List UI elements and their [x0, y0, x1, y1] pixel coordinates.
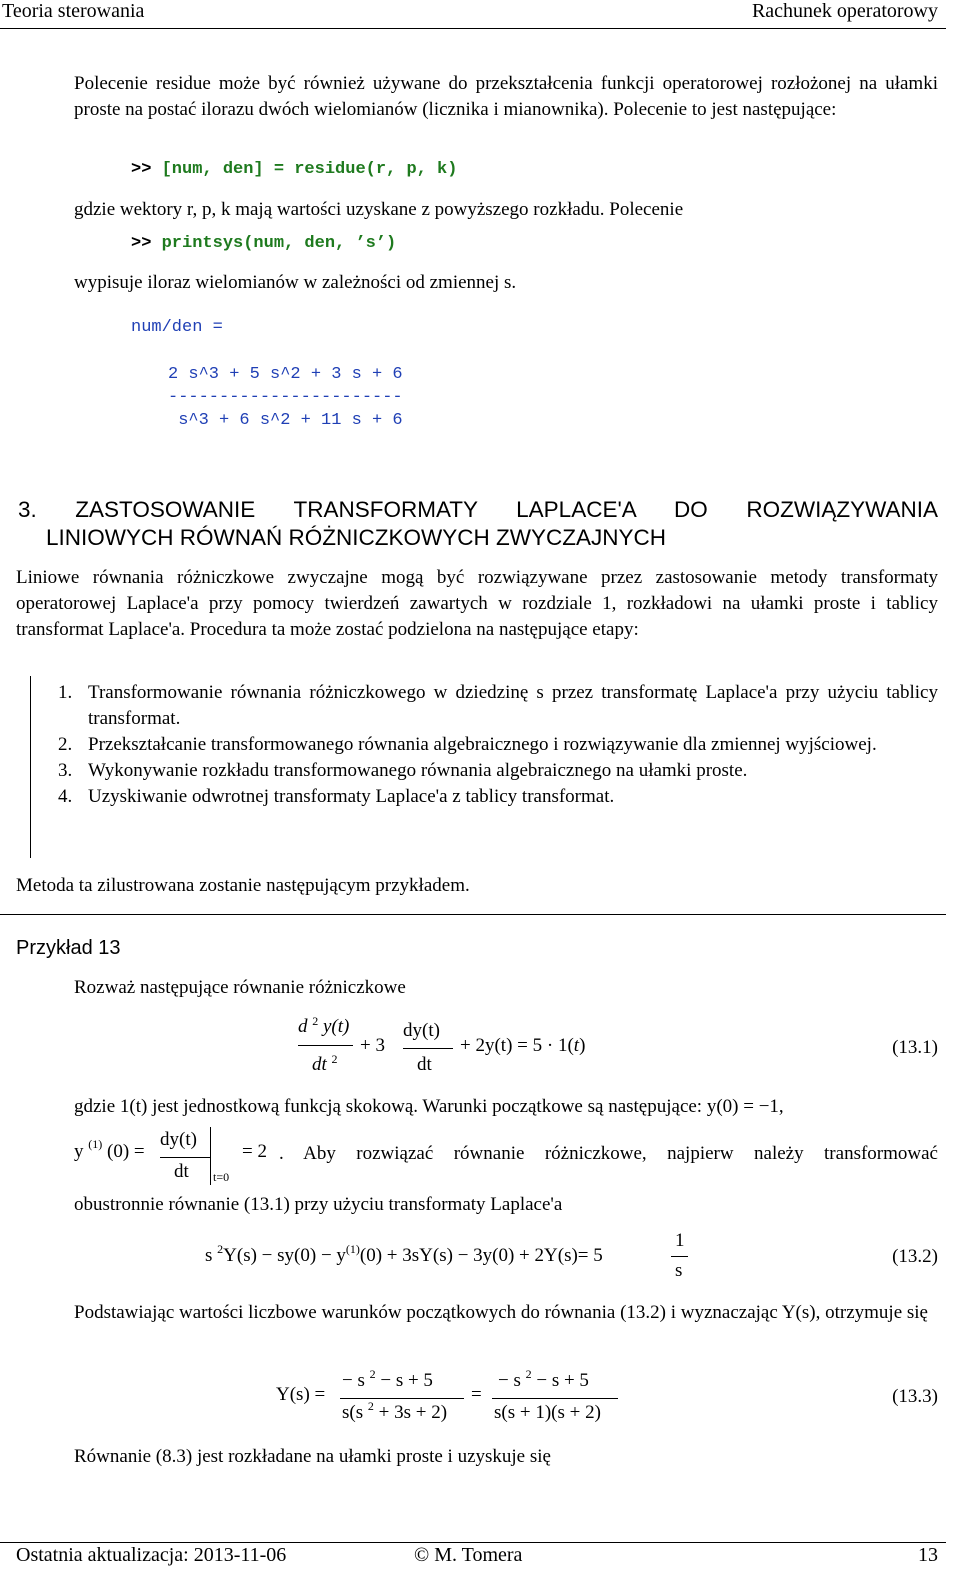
list-item-text: Uzyskiwanie odwrotnej transformaty Laplace'a z tablicy transformat.: [88, 786, 615, 807]
list-item: [58, 732, 938, 758]
example-intro: Rozważ następujące równanie różniczkowe: [74, 977, 406, 998]
header-right: Rachunek operatorowy: [751, 0, 938, 22]
command-prompt: >>: [131, 234, 152, 253]
output-denominator: s^3 + 6 s^2 + 11 s + 6: [168, 411, 403, 430]
example-title: Przykład 13: [16, 937, 121, 959]
example-text-5: Równanie (8.3) jest rozkładane na ułamki proste i uzyskuje się: [74, 1446, 551, 1467]
initial-condition-derivative: y $^{(1)}$ (0) = dy(t) dt t=0 = 2: [74, 1129, 267, 1184]
section-heading-line-1: 3. ZASTOSOWANIE TRANSFORMATY LAPLACE'A DO ROZWIĄZYWANIA: [18, 497, 938, 522]
header-rule: [0, 28, 946, 29]
list-item: [58, 758, 938, 784]
example-text-3: obustronnie równanie (13.1) przy użyciu transformaty Laplace'a: [74, 1194, 563, 1215]
steps-list: [58, 680, 938, 810]
intro-paragraph-3: wypisuje iloraz wielomianów w zależności od zmiennej s.: [74, 272, 517, 293]
equation-label: (13.1): [892, 1037, 938, 1058]
list-item-text: Wykonywanie rozkładu transformowanego równania algebraicznego na ułamki proste.: [88, 760, 748, 781]
output-label: num/den =: [131, 318, 223, 337]
command-prompt: >>: [131, 160, 152, 179]
list-item-text: Transformowanie równania różniczkowego w dziedzinę s przez transformatę Laplace'a przy użyciu tablicy transformat.: [88, 682, 938, 729]
section-rule: [0, 914, 946, 915]
section-heading-line-2: LINIOWYCH RÓWNAŃ RÓŻNICZKOWYCH ZWYCZAJNYCH: [46, 525, 666, 550]
footer-rule: [0, 1542, 946, 1543]
list-item-text: Przekształcanie transformowanego równania algebraicznego i rozwiązywanie dla zmiennej wyjściowej.: [88, 734, 877, 755]
header-left: Teoria sterowania: [2, 0, 145, 22]
footer-left: Ostatnia aktualizacja: 2013-11-06: [16, 1544, 287, 1566]
list-item-number: 4.: [58, 786, 73, 807]
command-printsys: [131, 234, 396, 253]
intro-paragraph-1: Polecenie residue może być również używane do przekształcenia funkcji operatorowej rozłożonej na ułamki proste na postać ilorazu dwóch wielomianów (licznika i mianownika). Polecenie to jest następujące:: [74, 73, 938, 120]
equation-label: (13.2): [892, 1246, 938, 1267]
equation-13-2: s $^2Y(s) - sy(0) - y^{(1)}(0) + 3sY(s) - 3y(0) + 2Y(s)= 5$ 1 s: [205, 1228, 705, 1288]
equation-13-3: Y(s) = − s $^2$ − s + 5 s(s $^2$ + 3s + 2) = − s $^2$ − s + 5 s(s + 1)(s + 2): [276, 1366, 636, 1432]
list-item-number: 2.: [58, 734, 73, 755]
list-item-number: 1.: [58, 682, 73, 703]
footer-page-number: 13: [918, 1544, 938, 1566]
output-divider: -----------------------: [168, 388, 403, 407]
list-item: [58, 784, 938, 810]
command-residue: [131, 160, 457, 179]
command-text: [num, den] = residue(r, p, k): [161, 160, 458, 179]
closing-sentence: Metoda ta zilustrowana zostanie następującym przykładem.: [16, 875, 470, 896]
command-text: printsys(num, den, ’s’): [161, 234, 397, 253]
example-text-2: . Aby rozwiązać równanie różniczkowe, najpierw należy transformować: [279, 1143, 938, 1164]
list-item-number: 3.: [58, 760, 73, 781]
equation-label: (13.3): [892, 1386, 938, 1407]
list-item: [58, 680, 938, 732]
footer-center: © M. Tomera: [414, 1544, 523, 1566]
example-text-1: gdzie 1(t) jest jednostkową funkcją skokową. Warunki początkowe są następujące: y(0) = −1,: [74, 1096, 784, 1117]
list-margin-bar: [30, 676, 31, 858]
intro-paragraph-2: gdzie wektory r, p, k mają wartości uzyskane z powyższego rozkładu. Polecenie: [74, 199, 684, 220]
output-numerator: 2 s^3 + 5 s^2 + 3 s + 6: [168, 365, 403, 384]
equation-13-1: d $^2$ y(t) dt $^2$ + 3 dy(t) dt + 2y(t) = 5 · 1(t): [298, 1014, 586, 1075]
section-paragraph: Liniowe równania różniczkowe zwyczajne mogą być rozwiązywane przez zastosowanie metody transformaty operatorowej Laplace'a przy pomocy twierdzeń zawartych w rozdziale 1, rozkładowi na ułamki proste i tablicy transformat Laplace'a. Procedura ta może zostać podzielona na następujące etapy:: [16, 567, 938, 640]
example-text-4: Podstawiając wartości liczbowe warunków początkowych do równania (13.2) i wyznaczając Y(s), otrzymuje się: [74, 1302, 928, 1323]
